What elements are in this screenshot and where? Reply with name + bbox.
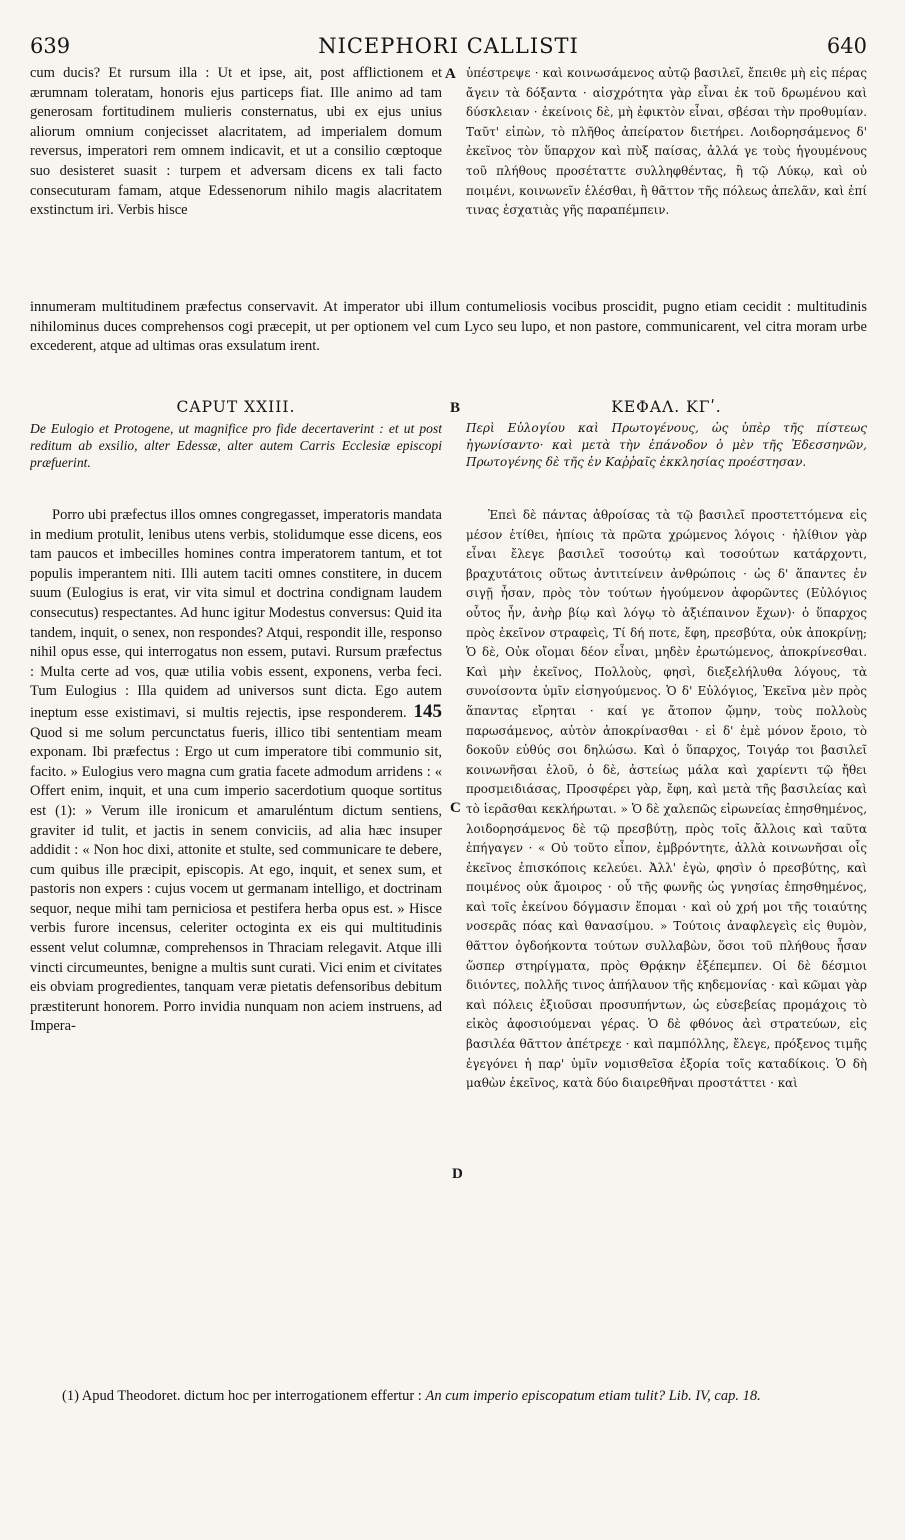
- greek-top-text: ὑπέστρεψε · καὶ κοινωσάμενος αὐτῷ βασιλεῖ, ἔπειθε μὴ εἰς πέρας ἄγειν τὰ δόξαντα · αἰσχρότητα γὰρ εἶναι ἐκ τοῦ δρωμένου καὶ δύσκλειαν · ἐκείνοις δὲ, μὴ ἐφικτὸν εἶναι, σβέσαι τὴν προθυμίαν. Ταῦτ' εἰπὼν, τὸ πλῆθος ἀπείρατον διετήρει. Λοιδορησάμενος δ' ἐκεῖνος τὸν ὕπαρχον καὶ πὺξ παίσας, ἀλλά γε τοὺς ἡγουμένους τοῦ πλήθους προσέταττε συλληφθέντας, ἢ τῷ Λύκῳ, καὶ οὐ ποιμένι, κοινωνεῖν ἑλέσθαι, ἢ θᾶττον τῆς πόλεως ἀπελᾶν, καὶ ἐπί τινας ἐσχατιὰς γῆς παραπέμπειν.: [466, 66, 867, 218]
- page-number-right: 640: [826, 34, 867, 58]
- full-width-text: innumeram multitudinem præfectus conservavit. At imperator ubi illum contumeliosis vocibus proscidit, pugno etiam cecidit : multitudinis nihilominus duces comprehensos cogi præcepit, ut per optionem vel cum Lyco seu lupo, et non pastore, communicarent, vel citra moram urbe excederent, atque ad ultimas oras exsulatum irent.: [30, 299, 867, 355]
- page-mark: 145: [413, 700, 442, 722]
- running-title: NICEPHORI CALLISTI: [318, 34, 579, 58]
- greek-column-top: [466, 64, 867, 282]
- page-number-left: 639: [30, 34, 71, 58]
- margin-marker-a: A: [445, 66, 456, 82]
- greek-summary-text: Περὶ Εὐλογίου καὶ Πρωτογένους, ὡς ὑπὲρ τῆς πίστεως ἠγωνίσαντο· καὶ μετὰ τὴν ἐπάνοδον ὁ μὲν τῆς Ἐδεσσηνῶν, Πρωτογένης δὲ τῆς ἐν Καῤῥαῖς ἐκκλησίας προέστησαν.: [466, 421, 867, 470]
- latin-chapter-heading: CAPUT XXIII.: [176, 398, 296, 416]
- latin-main-text-1: Porro ubi præfectus illos omnes congregasset, imperatoris mandata in medium protulit, lenibus utens verbis, stolidumque esse dicens, eos tam paucos et imbecilles homines contra imperatorem tantum, et tot populis imperantem niti. Illi autem taciti omnes constitere, in ducem suum (Eulogius is erat, vir vita simul et doctrina condignam laudem consecutus) respectantes. Ad hunc igitur Modestus conversus: Quid ita tandem, inquit, o senex, non respondes? Atqui, respondit ille, responso nihil opus esse, qui interrogatus non essem, putavi. Rursum præfectus : Multa certe ad vos, quæ utilia vobis essent, exponens, verba feci. Tum Eulogius : Illa quidem ad universos sunt dicta. Ego autem ineptum esse existimavi, si multis rejectis, ipse responderem.: [30, 507, 442, 721]
- margin-marker-b: B: [450, 400, 461, 416]
- latin-top-text: cum ducis? Et rursum illa : Ut et ipse, ait, post afflictionem et ærumnam toleratam, honoris ejus particeps fiat. Ille animo ad tam generosam fortitudinem mulieris consternatus, ubi ex ejus unius aliorum omnium conjecisset alacritatem, ad imperialem domum reversus, imperatori rem omnem indicavit, et ut a consilio cœptoque suo desisteret suasit : turpem et adversam dicens ex tali facto consecuturam famam, atque Edessenorum nihilo magis alacritatem exstinctum iri. Verbis hisce: [30, 65, 442, 219]
- margin-marker-c: C: [450, 800, 461, 816]
- latin-chapter-summary: [30, 420, 442, 492]
- greek-column-main: [466, 506, 867, 1364]
- greek-chapter-heading: ΚΕΦΑΛ. ΚΓʹ.: [611, 398, 722, 416]
- greek-main-text: Ἐπεὶ δὲ πάντας ἀθροίσας τὰ τῷ βασιλεῖ προστεττόμενα εἰς μέσον ἐτίθει, ἠπίοις τὰ πρῶτα χρώμενος λόγοις · ἠλίθιον γὰρ εἶναι ἔλεγε βασιλεῖ τοσούτῳ καὶ τοσούτων κατάρχοντι, βραχυτάτοις οὕτως ἀντιτείνειν ἀνθρώποις · ὡς δ' ἅπαντες ἐν σιγῇ ἦσαν, πρὸς τὸν τούτων ἡγούμενον ἀφορῶντες (Εὐλόγιος οὗτος ἦν, ἀνὴρ βίῳ καὶ λόγῳ τὸ ἀξιέπαινον ἔχων)· ὁ ὕπαρχος πρὸς ἐκεῖνον στραφεὶς, Τί δή ποτε, ἔφη, πρεσβύτα, οὐκ ἀποκρίνῃ; Ὁ δὲ, Οὐκ οἴομαι δέον εἶναι, μηδὲν ἐρωτώμενος, ἀποκρίνεσθαι. Καὶ μὴν ἐκεῖνος, Πολλοὺς, φησὶ, διεξελήλυθα λόγους, τὰ συνοίσοντα ὑμῖν εἰσηγούμενος. Ὁ δ' Εὐλόγιος, Ἐκεῖνα μὲν πρὸς ἅπαντας εἴρηται · καί γε ἄτοπον ᾤμην, τοὺς πολλοὺς παρωσάμενος, αὐτὸν ἀποκρίνασθαι · εἰ δ' ἐμὲ μόνον ἔροιο, τὸ δοκοῦν εὐθύς σοι δηλώσω. Καὶ ὁ ὕπαρχος, Τοιγάρ τοι βασιλεῖ κοινωνῆσαι ἑλοῦ, ὁ δὲ, ἀστείως μάλα καὶ χαρίεντι τῷ ἤθει προσμειδιάσας, Προσφέρει γὰρ, ἔφη, καὶ μετὰ τῆς βασιλείας καὶ τὸ ἱερᾶσθαι κεκλήρωται. » Ὁ δὲ χαλεπῶς εἰρωνείας ἐπησθημένος, λοιδορησάμενος δὲ τῷ πρεσβύτῃ, πρὸς τοῖς ἄλλοις καὶ ταῦτα ἐπήγαγεν · « Οὐ τοῦτο εἶπον, ἐμβρόντητε, ἀλλὰ κοινωνῆσαι οἷς ἐκεῖνος ἐπισκόποις κελεύει. Ἀλλ' ἐγὼ, φησὶν ὁ πρεσβύτης, καὶ ποιμένος οὐκ ἄμοιρος · οὗ τῆς φωνῆς ὡς γνησίας ἐπησθημένος, καὶ τοῖς ἐκείνου δόγμασιν ἕπομαι · καὶ οὐ χρή μοι τῆς τοιαύτης νοσερᾶς πόας καὶ θανασίμου. » Τούτοις ἀναφλεγεὶς εἰς θυμὸν, θᾶττον ὀγδοήκοντα τούτων συλλαβὼν, ὅσοι τοῦ πλήθους ἦσαν ὥσπερ στηρίγματα, πρὸς Θρᾴκην ἐξέπεμπεν. Οἱ δὲ δέσμιοι διιόντες, πολλῆς τινος ἀπήλαυον τῆς κηδεμονίας · καὶ κῶμαι γὰρ καὶ πόλεις ἐξιοῦσαι προσυπήντων, ὡς εὐσεβείας προμάχοις τὸ εἰκὸς ἀφοσιούμεναι γέρας. Ὁ δὲ φθόνος ἀεὶ στρατεύων, εἰς βασιλέα θᾶττον ἀπέτρεχε · καὶ παμπόλλης, ἔλεγε, πρόξενος τιμῆς ἐγεγόνει ἡ παρ' ὑμῖν νομισθεῖσα ἐξορία τοῖς καταδίκοις. Ὁ δὴ μαθὼν ἐκεῖνος, κατὰ δύο διαιρεθῆναι προστάττει · καὶ: [466, 508, 867, 1091]
- running-head: [30, 34, 867, 62]
- greek-chapter-summary: [466, 420, 867, 492]
- latin-column-top: [30, 64, 442, 282]
- footnote-quote: An cum imperio episcopatum etiam: [425, 1388, 631, 1404]
- full-width-passage: [30, 298, 867, 378]
- latin-column-main: [30, 506, 442, 1364]
- footnote-text: (1) Apud Theodoret. dictum hoc per interrogationem effertur :: [62, 1388, 422, 1404]
- latin-summary-text: De Eulogio et Protogene, ut magnifice pro fide decertaverint : et ut post reditum ab exsilio, alter Edessæ, alter autem Carris Ecclesiæ episcopi præfuerint.: [30, 421, 442, 471]
- footnote: [62, 1387, 867, 1406]
- footnote-citation: tulit? Lib. IV, cap. 18.: [634, 1388, 761, 1404]
- margin-marker-d: D: [452, 1166, 463, 1182]
- latin-main-text-2: Quod si me solum percunctatus fueris, illico tibi sententiam meam exponam. Ibi præfectus : Ergo ut cum imperatore tibi communio sit, facito. » Eulogius vero magna cum gratia facete admodum arridens : « Offert enim, inquit, et una cum imperio sacerdotium quoque sortitus est (1): » Verum ille ironicum et amaruléntum dictum sentiens, graviter id tulit, et jactis in senem conviciis, ad alia hæc insuper addidit : « Non hoc dixi, attonite et stulte, sed communicare te debere, cum quibus ille præcipit, episcopis. At ego, inquit, et senex sum, et pastoris non expers : cujus vocem ut germanam intelligo, et doctrinam sequor, neque mihi tam perniciosa et pestifera herba opus est. » Hisce verbis furore incensus, celeriter octoginta ex eis qui multitudinis essent velut columnæ, comprehensos in Thraciam relegavit. Atque illi vincti circumeuntes, benigne a multis sunt curati. Vici enim et civitates eis obviam progredientes, tanquam veræ pietatis defensoribus debitum præstiterunt honorem. Porro invidia nunquam non aciem instruens, ad Impera-: [30, 724, 442, 1035]
